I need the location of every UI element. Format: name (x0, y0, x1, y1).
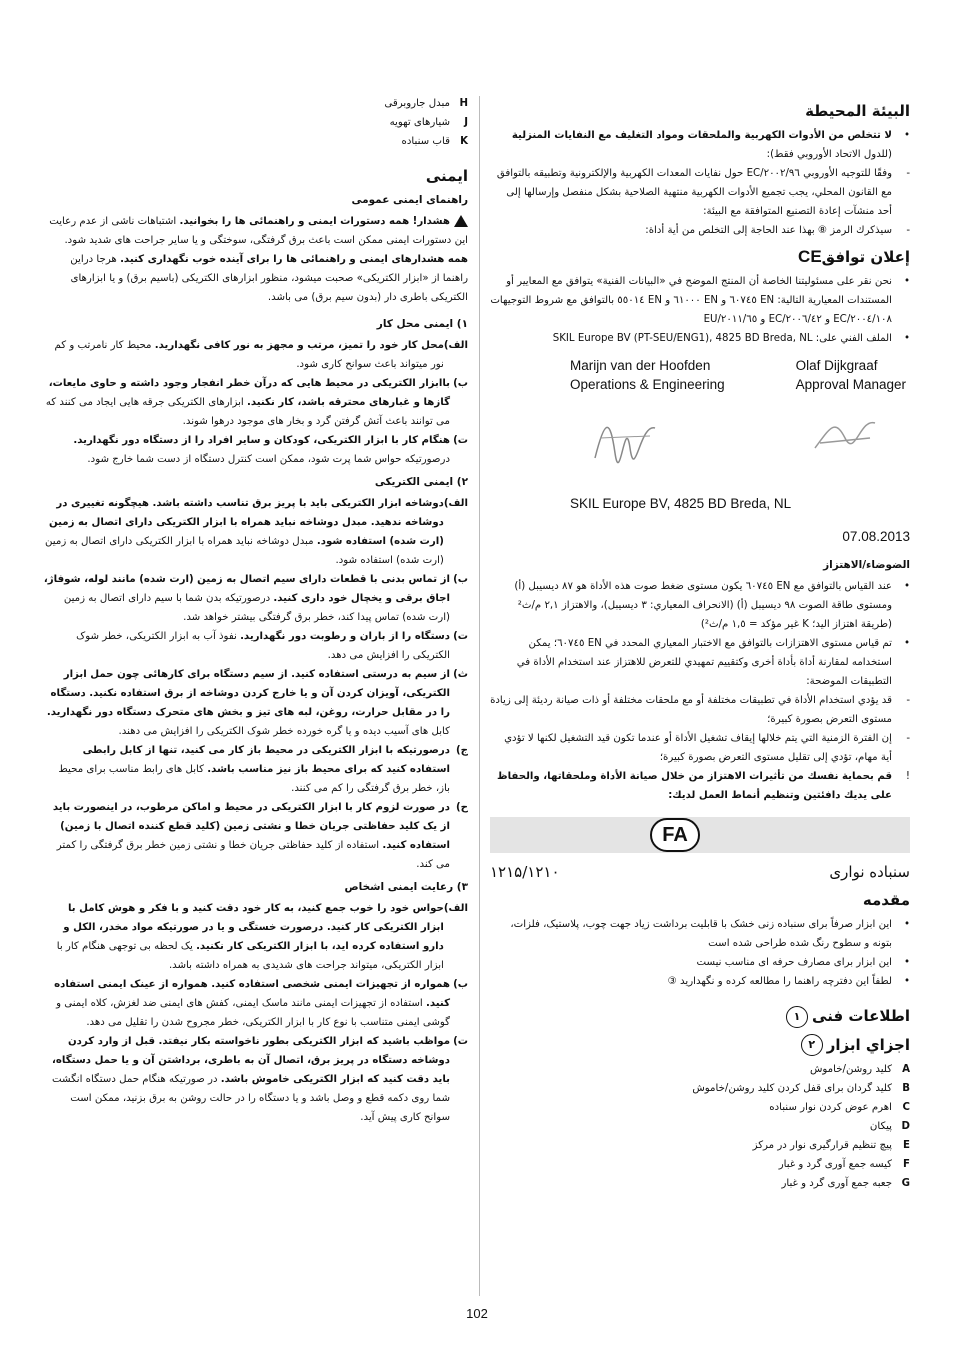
intro-bullet-2: • این ابزار برای مصارف حرفه ای مناسب نیست (696, 957, 910, 968)
safety-item: ح) در صورت لزوم کار با ابزار الکتریکی در محیط و اماکن مرطوب، در اینصورت باید از یک کلید حفاظتی جریان خطا و نشتی زمین (کلید قطع کننده اتصال با زمین) استفاده کنید. استفاده از کلید حفاظتی جریان خطا و نشتی زمین خطر برق گرفتگی را کمتر می کند. (52, 802, 468, 870)
conformity-bullet-2: • الملف الفني على: SKIL Europe BV (PT-SEU/ENG1), 4825 BD Breda, NL (552, 333, 910, 344)
list-item: C اهرم عوض کردن نوار سنباده (769, 1102, 910, 1113)
signatory-2: Olaf Dijkgraaf Approval Manager (795, 358, 906, 392)
signature-1-icon (590, 408, 660, 468)
parts-list-left (42, 94, 468, 151)
noise-bullet-4: - إن الفترة الزمنية التي يتم خلالها إيقاف تشغيل الأداة أو عندما تكون قيد التشغيل لكنها لا تؤدي أية مهام، تؤدي إلى تقليل مستوى التعرض بصورة كبيرة؛ (504, 733, 910, 763)
conformity-bullet-1: • نحن نقر على مسئوليتنا الخاصة أن المنتج الموضح في «البيانات الفنية» يتوافق مع المعايير أو المستندات المعيارية التالية: EN ٦٠٧٤٥ و EN ٦١٠٠٠ و EN ٥٥٠١٤ بالتوافق مع شروط التوجيهات ٢٠٠٤/١٠٨/EC و ٢٠٠٦/٤٢/EC و ٢٠١١/٦٥/EU (490, 276, 910, 325)
warning-triangle-icon (454, 215, 468, 227)
page-number: 102 (466, 1306, 488, 1321)
intro-bullet-3: • لطفاً این دفترچه راهنما را مطالعه کرده و نگهدارید ③ (667, 976, 910, 987)
safety-heading: ایمنی (425, 167, 468, 185)
list-item: E پیچ تنظیم قرارگیری نوار در مرکز (752, 1140, 910, 1151)
list-item: G جعبه جمع آوری گرد و غبار (781, 1178, 910, 1189)
safety-item: ث) از سیم به درستی استفاده کنید. از سیم دستگاه برای کارهائی چون حمل ابزار الکتریکی، آویزان کردن آن و یا خارج کردن دوشاخه از برق استفاده نکنید. دستگاه را در مقابل حرارت، روغن، لبه های تیز و بخش های متحرک دستگاه دور نگهدارید. کابل های آسیب دیده و یا گره خورده خطر شوک الکتریکی را افزایش می دهند. (46, 669, 468, 737)
work-area-heading: ١) ایمنی محل کار (376, 318, 468, 330)
signatory-1: Marijn van der Hoofden Operations & Engineering (570, 358, 725, 392)
tech-heading: اطلاعات فنی١ (490, 1005, 910, 1028)
safety-item: ب) از تماس بدنی با قطعات دارای سیم اتصال به زمین (ارت شده) مانند لوله، شوفاژ، اجاق برقی و یخچال خود داری کنید. درصورتیکه بدن شما با سیم دارای اتصال به زمین (ارت شده) تماس پیدا کند، خطر برق گرفتگی بیشتر خواهد شد. (43, 574, 468, 623)
date: 07.08.2013 (842, 529, 910, 544)
safety-item: الف) دوشاخه ابزار الکتریکی باید با پریز برق تناسب داشته باشد. هیچگونه تغییری در دوشاخه ندهید. مبدل دوشاخه نباید همراه با ابزار الکتریکی دارای اتصال به زمین (ارت شده) استفاده شود. مبدل دوشاخه نباید همراه با ابزار الکتریکی دارای اتصال به زمین (ارت شده) استفاده شود. (45, 498, 468, 566)
column-divider (479, 96, 480, 1296)
noise-bullet-5: ! قم بحماية نفسك من تأثيرات الاهتزاز من خلال صيانة الأداة وملحقاتها، والحفاظ على يديك دافئتين وتنظيم أنماط العمل لديك: (497, 771, 910, 801)
safety-item: الف) حواس خود را خوب جمع کنید، به کار خود دقت کنید و با فکر و هوش کامل با ابزار الکتریکی کار کنید. درصورت خستگی و یا در صورتیکه مواد مخدر، الکل و دارو استفاده کرده اید، با ابزار الکتریکی کار نکنید. یک لحظه بی توجهی هنگام کار با ابزار الکتریکی، میتواند جراحت های شدیدی به همراه داشته باشد. (56, 903, 468, 971)
list-item: B کلید گردان برای قفل کردن کلید روشن/خاموش (692, 1083, 910, 1094)
list-item: F کیسه جمع آوری گرد و غبار (778, 1159, 910, 1170)
right-column (490, 94, 910, 1193)
safety-item: ج) درصورتیکه با ابزار الکتریکی در محیط باز کار می کنید، تنها از کابل رابطی استفاده کنید که برای محیط باز نیز مناسب باشد. کابل های رابط مناسب برای محیط باز، خطر برق گرفتگی را کم می کنند. (58, 745, 468, 794)
noise-heading: الضوضاء/الاهتزاز (823, 559, 910, 571)
safety-item: الف) محل کار خود را تمیز، مرتب و مجهز به نور کافی نگهدارید. محیط کار نامرتب و کم نور میتواند باعث سوانح کاری شود. (54, 340, 468, 370)
address: SKIL Europe BV, 4825 BD Breda, NL (570, 496, 792, 511)
parts-heading: اجزاي ابزار٢ (490, 1034, 910, 1057)
general-safety-heading: راهنمای ایمنی عمومی (351, 194, 468, 206)
list-item: A کلید روشن/خاموش (809, 1064, 910, 1075)
left-column (42, 94, 468, 1127)
safety-item: ت) هنگام کار با ابزار الکتریکی، کودکان و سایر افراد را از دستگاه دور نگهدارید. درصورتیکه حواس شما پرت شود، ممکن است کنترل دستگاه از دست شما خارج شود. (73, 435, 468, 465)
conformity-heading: إعلان توافقCE (798, 247, 910, 266)
ce-mark-icon: CE (798, 247, 822, 266)
list-item: D پیکان (869, 1121, 910, 1132)
figure-ref-icon: ٢ (801, 1034, 823, 1056)
noise-bullet-2: • تم قياس مستوى الاهتزازات بالتوافق مع الاختبار المعياري المحدد في EN ٦٠٧٤٥؛ يمكن استخدامه لمقارنة أداة بأداة أخرى وكتقييم تمهيدي للتعرض للاهتزاز عند استخدام الأداة في التطبيقات الموضحة: (516, 638, 910, 687)
language-badge: FA (650, 818, 700, 852)
list-item: J شیارهای تهویه (389, 117, 468, 128)
signatories (570, 356, 906, 394)
personal-safety-heading: ٣) رعایت ایمنی اشخاص (344, 881, 468, 893)
noise-bullet-3: - قد يؤدي استخدام الأداة في تطبيقات مختلفة أو مع ملحقات مختلفة أو ذات صيانة رديئة إلى زيادة مستوى التعرض بصورة كبيرة؛ (490, 695, 910, 725)
warning-paragraph: هشدار! همه دستورات ایمنی و راهنمائی ها را بخوانید. اشتباهات ناشی از عدم رعایت این دستورات ایمنی ممکن است باعث برق گرفتگی، سوختگی و یا سایر جراحت های شدید شود. همه هشدارهای ایمنی و راهنمائی ها را برای آینده خوب نگهداری کنید. هرجا دراین راهنما از «ابزار الکتریکی» صحبت میشود، منظور ابزارهای الکتریکی (باسیم برق) و یا ابزارهای الکتریکی باطری دار (بدون سیم برق) می باشد. (49, 216, 468, 303)
intro-heading: مقدمه (862, 891, 910, 909)
safety-item: ت) مواظب باشید که ابزار الکتریکی بطور ناخواسته بکار نیفتد. قبل از وارد کردن دوشاخه دستگاه در پریز برق، اتصال آن به باطری، برداشتن آن و یا حمل دستگاه، باید دقت کنید که ابزار الکتریکی خاموش باشد. در صورتیکه هنگام حمل دستگاه انگشت شما روی دکمه قطع و وصل باشد و یا دستگاه را در حالت روشن به برق بزنید، ممکن است سوانح کاری پیش آید. (51, 1036, 468, 1123)
product-code: ۱۲۱۵/۱۲۱۰ (490, 863, 560, 881)
intro-bullet-1: • این ابزار صرفاً برای سنباده زنی خشک با قابلیت برداشت زیاد جهت چوب، پلاستیک، فلزات، بتونه و سطوح رنگ شده طراحی شده است (510, 919, 910, 949)
parts-list-right (490, 1060, 910, 1193)
env-bullet-1: • لا تتخلص من الأدوات الكهربية والملحقات ومواد التغليف مع النفايات المنزلية (511, 130, 910, 141)
env-bullet-2: - وفقًا للتوجيه الأوروبي ٢٠٠٢/٩٦/EC حول نفايات المعدات الكهربية والإلكترونية وتطبيقه بالتوافق مع القانون المحلي، يجب تجميع الأدوات الكهربية منتهية الصلاحية بشكل منفصل وإرسالها إلى أحد منشآت إعادة التصنيع المتوافقة مع البيئة: (496, 168, 910, 217)
figure-ref-icon: ١ (786, 1006, 808, 1028)
safety-item: ت) دستگاه را از باران و رطوبت دور نگهدارید. نفوذ آب به ابزار الکتریکی، خطر شوک الکتریکی را افزایش می دهد. (76, 631, 468, 661)
safety-item: ب) همواره از تجهیزات ایمنی شخصی استفاده کنید. همواره از عینک ایمنی استفاده کنید. استفاده از تجهیزات ایمنی مانند ماسک ایمنی، کفش های ایمنی ضد لغزش، کلاه ایمنی و گوشی ایمنی متناسب با نوع کار با ابزار الکتریکی، خطر مجروح شدن را تقلیل می دهد. (54, 979, 468, 1028)
safety-item: ب) باابزار الکتریکی در محیط هایی که درآن خطر انفجار وجود داشته و حاوی مایعات، گازها و غبارهای محترقه باشد، کار نکنید. ابزارهای الکتریکی جرقه هایی ایجاد می کنند که می توانند باعث آتش گرفتن گرد و بخار های موجود درهوا شوند. (45, 378, 468, 427)
language-band (490, 817, 910, 853)
signature-2-icon (810, 408, 880, 458)
env-bullet-3: - سيذكرك الرمز ⑧ بهذا عند الحاجة إلى التخلص من أية أداة: (645, 225, 910, 236)
product-title-row (490, 861, 910, 883)
env-bullet-1-sub: (للدول الاتحاد الأوروبي فقط): (766, 149, 892, 160)
product-title: سنباده نواری (829, 863, 910, 881)
list-item: K قاب سنباده (401, 136, 468, 147)
list-item: H مبدل جاروبرقی (384, 98, 468, 109)
electrical-safety-heading: ٢) ایمنی الکتریکی (374, 476, 468, 488)
noise-bullet-1: • عند القياس بالتوافق مع EN ٦٠٧٤٥ يكون مستوى ضغط صوت هذه الأداة هو ٨٧ ديسيبل (أ) ومستوى طاقة الصوت ٩٨ ديسيبل (أ) (الانحراف المعياري: ٣ ديسيبل)، والاهتزاز ٢,١ م/ث² (طريقة اهتزاز اليد؛ K غير مؤكد = ١,٥ م/ث²) (514, 581, 910, 630)
environment-heading: البيئة المحيطة (805, 102, 910, 120)
signature-images (590, 408, 880, 478)
